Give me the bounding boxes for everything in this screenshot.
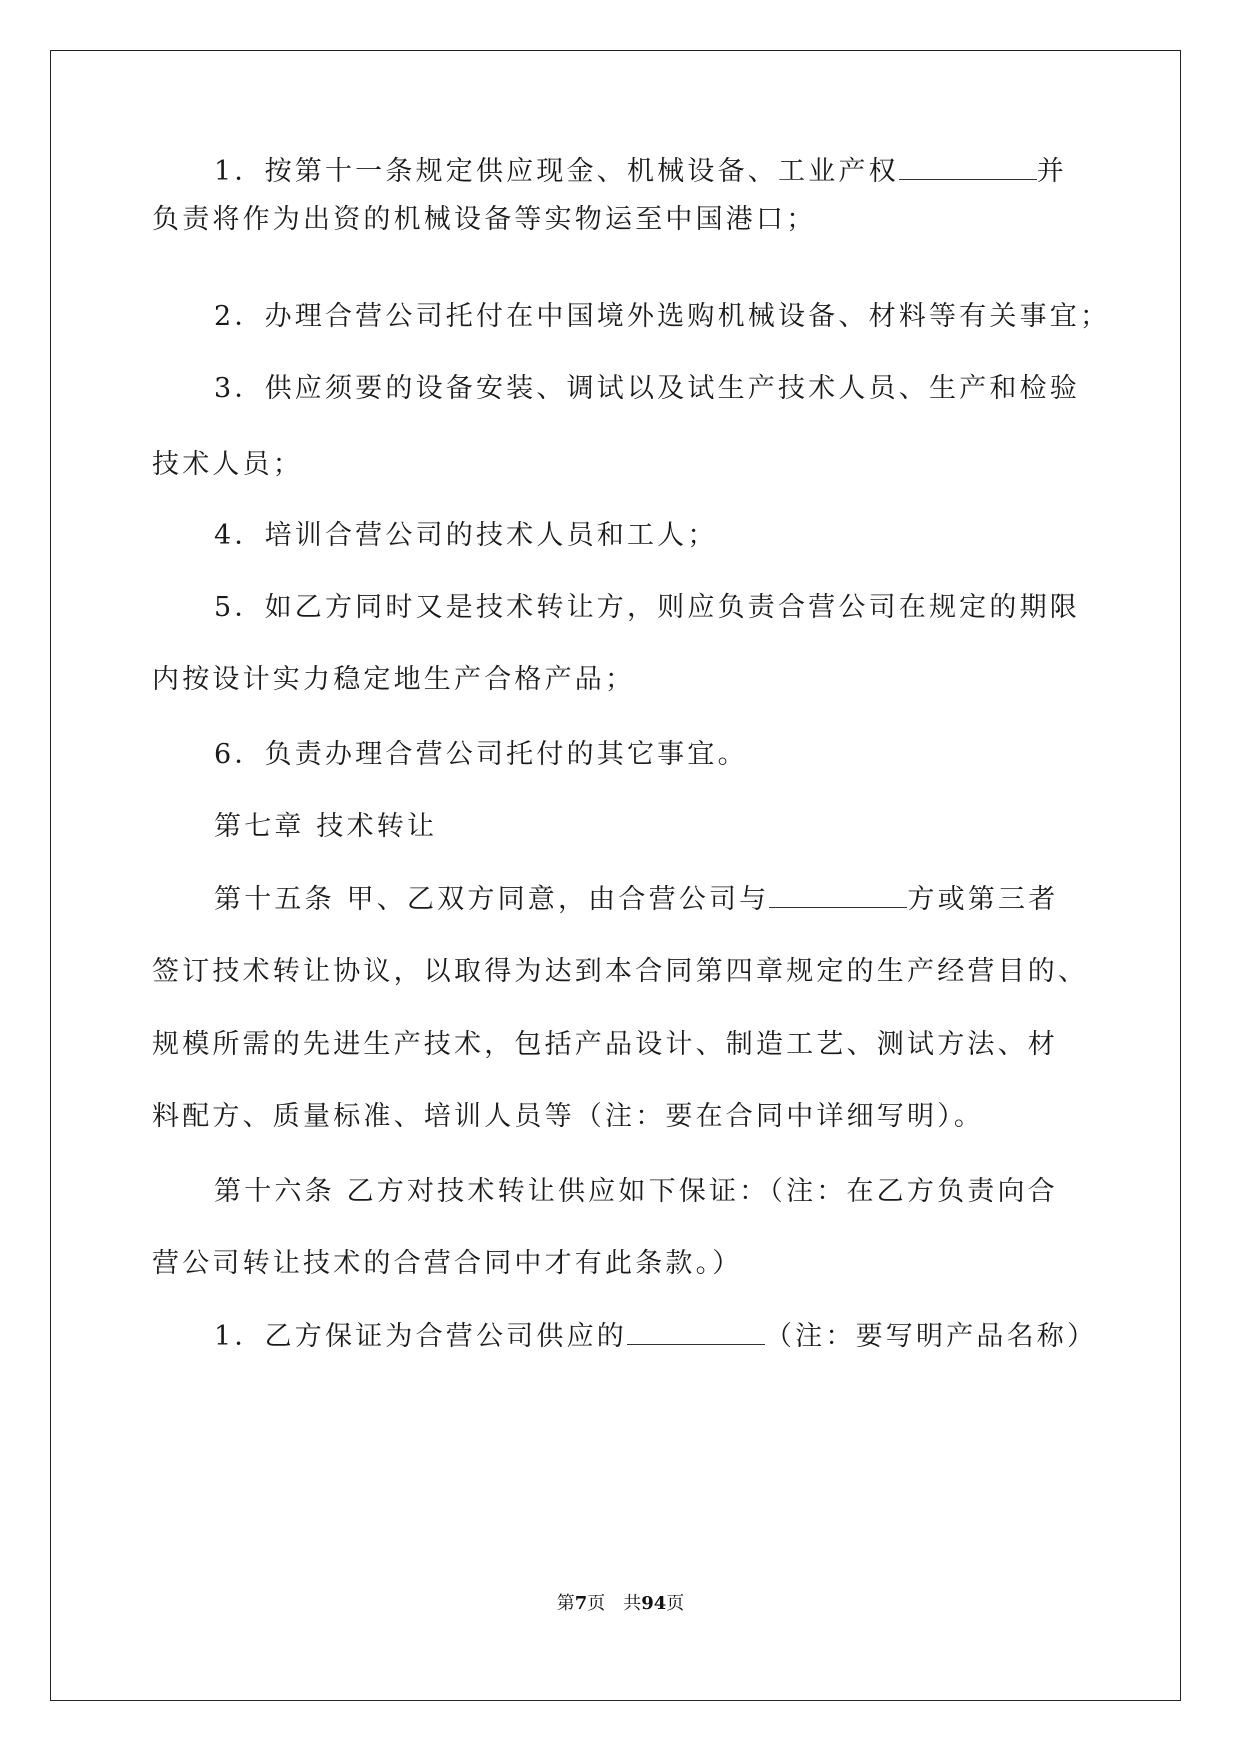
paragraph-line: 2．办理合营公司托付在中国境外选购机械设备、材料等有关事宜； [214, 301, 1111, 332]
line-text: （注：要写明产品名称） [764, 1321, 1098, 1352]
paragraph-line: 3．供应须要的设备安装、调试以及试生产技术人员、生产和检验 [214, 373, 1080, 404]
line-text: 1．乙方保证为合营公司供应的 [214, 1321, 627, 1352]
paragraph-line: 负责将作为出资的机械设备等实物运至中国港口； [152, 204, 817, 235]
paragraph-line: 技术人员； [152, 449, 303, 480]
paragraph-line [214, 1317, 1097, 1357]
fill-in-blank [769, 887, 907, 908]
paragraph-line: 内按设计实力稳定地生产合格产品； [152, 664, 636, 695]
chapter-heading: 第七章 技术转让 [214, 811, 438, 842]
paragraph-line [214, 152, 1067, 192]
fill-in-blank [899, 159, 1037, 180]
page-number: 7 [574, 1593, 588, 1614]
paragraph-line: 规模所需的先进生产技术，包括产品设计、制造工艺、测试方法、材 [152, 1029, 1058, 1060]
line-text: 并 [1036, 156, 1067, 187]
paragraph-line [214, 880, 1058, 920]
fill-in-blank [627, 1324, 765, 1345]
line-text: 1．按第十一条规定供应现金、机械设备、工业产权 [214, 156, 899, 187]
line-text: 第十五条 甲、乙双方同意，由合营公司与 [214, 884, 770, 915]
paragraph-line: 6．负责办理合营公司托付的其它事宜。 [214, 739, 748, 770]
page-footer [0, 1589, 1241, 1615]
paragraph-line: 料配方、质量标准、培训人员等（注：要在合同中详细写明）。 [152, 1101, 985, 1132]
paragraph-line: 营公司转让技术的合营合同中才有此条款。） [152, 1248, 743, 1279]
paragraph-line: 第十六条 乙方对技术转让供应如下保证：（注：在乙方负责向合 [214, 1176, 1058, 1207]
paragraph-line: 签订技术转让协议，以取得为达到本合同第四章规定的生产经营目的、 [152, 956, 1089, 987]
footer-text: 页 共 [587, 1593, 642, 1614]
line-text: 方或第三者 [907, 884, 1059, 915]
footer-text: 页 [666, 1593, 685, 1614]
paragraph-line: 5．如乙方同时又是技术转让方，则应负责合营公司在规定的期限 [214, 592, 1080, 623]
paragraph-line: 4．培训合营公司的技术人员和工人； [214, 520, 718, 551]
total-pages: 94 [641, 1593, 667, 1614]
footer-text: 第 [556, 1593, 575, 1614]
